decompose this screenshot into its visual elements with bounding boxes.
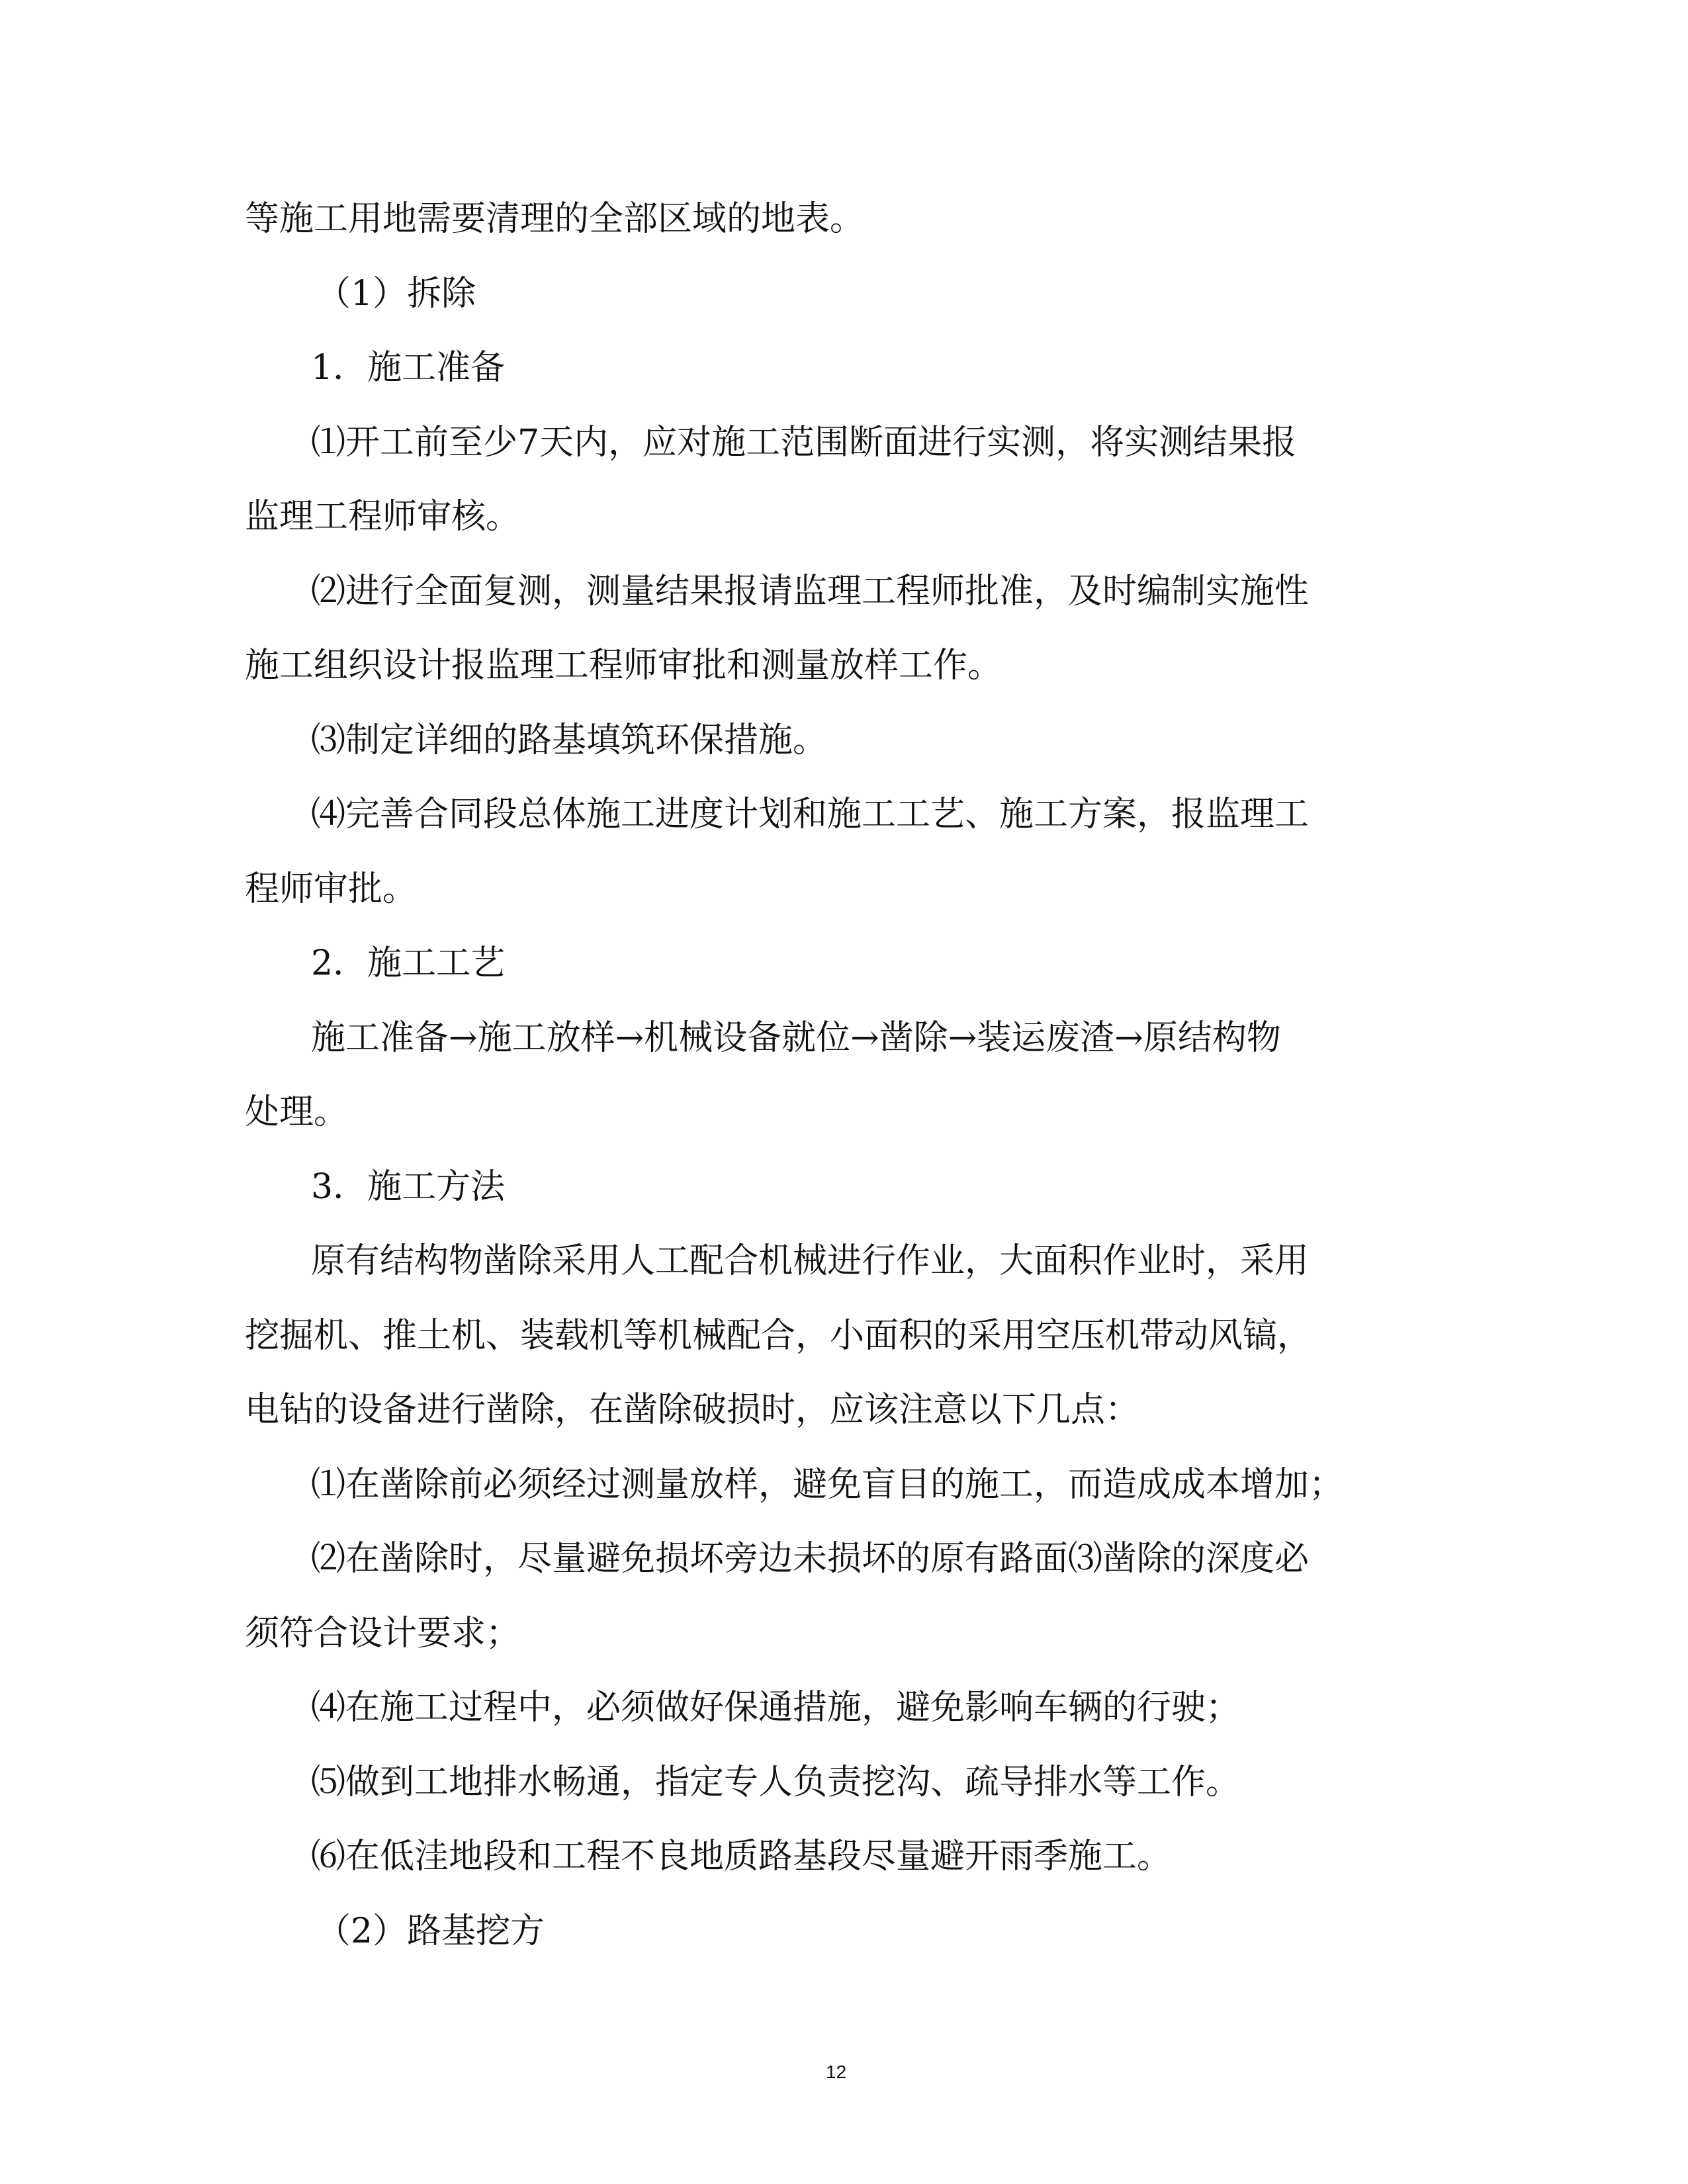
list-item-4-line-2: 程师审批。 xyxy=(245,869,418,909)
method-list-item-2-line-2: 须符合设计要求； xyxy=(245,1614,521,1653)
list-item-2-line-1: ⑵进行全面复测，测量结果报请监理工程师批准，及时编制实施性 xyxy=(311,572,1310,611)
subsection-heading-process: 2．施工工艺 xyxy=(311,943,506,983)
page-number: 12 xyxy=(826,2062,847,2082)
section-heading-excavation: （2）路基挖方 xyxy=(316,1911,545,1951)
subsection-heading-method: 3．施工方法 xyxy=(311,1167,506,1207)
list-item-1-line-2: 监理工程师审核。 xyxy=(245,497,521,537)
list-item-4-line-1: ⑷完善合同段总体施工进度计划和施工工艺、施工方案，报监理工 xyxy=(311,795,1310,834)
method-paragraph-line-1: 原有结构物凿除采用人工配合机械进行作业，大面积作业时，采用 xyxy=(311,1241,1310,1281)
list-item-1-line-1: ⑴开工前至少7天内，应对施工范围断面进行实测，将实测结果报 xyxy=(311,423,1297,462)
section-heading-demolition: （1）拆除 xyxy=(316,274,476,314)
paragraph-line-1: 等施工用地需要清理的全部区域的地表。 xyxy=(245,199,865,239)
list-item-2-line-2: 施工组织设计报监理工程师审批和测量放样工作。 xyxy=(245,646,1002,685)
method-paragraph-line-2: 挖掘机、推土机、装载机等机械配合，小面积的采用空压机带动风镐， xyxy=(245,1316,1312,1356)
method-list-item-5: ⑸做到工地排水畅通，指定专人负责挖沟、疏导排水等工作。 xyxy=(311,1763,1241,1802)
subsection-heading-preparation: 1．施工准备 xyxy=(311,348,506,388)
process-flow-line-2: 处理。 xyxy=(245,1092,349,1132)
method-paragraph-line-3: 电钻的设备进行凿除，在凿除破损时，应该注意以下几点： xyxy=(245,1390,1140,1430)
method-list-item-4: ⑷在施工过程中，必须做好保通措施，避免影响车辆的行驶； xyxy=(311,1688,1241,1727)
method-list-item-6: ⑹在低洼地段和工程不良地质路基段尽量避开雨季施工。 xyxy=(311,1837,1172,1876)
list-item-3: ⑶制定详细的路基填筑环保措施。 xyxy=(311,721,828,760)
process-flow-line-1: 施工准备→施工放样→机械设备就位→凿除→装运废渣→原结构物 xyxy=(311,1018,1281,1058)
method-list-item-2-line-1: ⑵在凿除时，尽量避免损坏旁边未损坏的原有路面⑶凿除的深度必 xyxy=(311,1539,1310,1579)
method-list-item-1: ⑴在凿除前必须经过测量放样，避免盲目的施工，而造成成本增加； xyxy=(311,1465,1344,1505)
